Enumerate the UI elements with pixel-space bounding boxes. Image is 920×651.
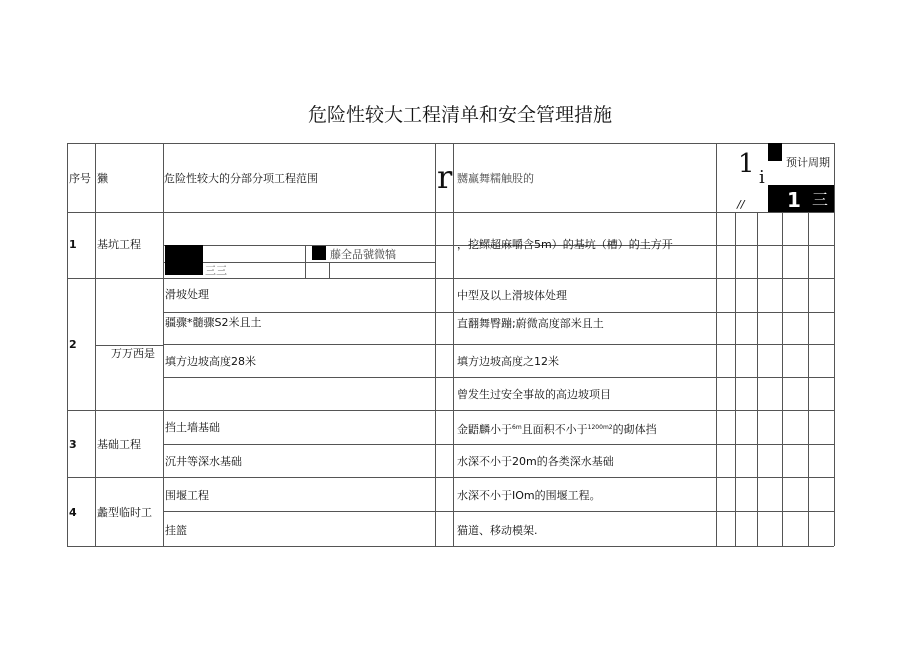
row-3-req-2: 水深不小于20m的各类深水基础 <box>457 455 614 468</box>
row-3-num: 3 <box>69 438 77 451</box>
header-col4: 嬲羸舞糯触股的 <box>457 172 534 185</box>
row-2-num: 2 <box>69 338 77 351</box>
header-cell-1: 1 <box>787 188 801 212</box>
row-1-sub2: 三三 <box>205 264 227 277</box>
row-3-req-1: 金鼯麟小于$^{6m}$且面积不小于$^{1200m2}$的砌体挡 <box>457 423 657 436</box>
row-2-req-1: 中型及以上滑坡体处理 <box>457 289 567 302</box>
row-2-category: 万万西是 <box>111 347 155 360</box>
row-4-req-1: 水深不小于IOm的围堰工程。 <box>457 489 601 502</box>
row-1-sub1: 藤全品虢微犒 <box>330 248 396 261</box>
row-4-req-2: 猫道、移动模架. <box>457 524 538 537</box>
header-seq: 序号 <box>69 172 91 185</box>
row-2-scope-1: 滑坡处理 <box>165 288 209 301</box>
redaction-block <box>768 185 782 212</box>
row-3-scope-1: 挡土墙基础 <box>165 421 220 434</box>
row-4-num: 4 <box>69 506 77 519</box>
row-4-category: 蠡型临时工 <box>97 506 152 519</box>
header-glyph-1: 1 <box>738 149 755 179</box>
page-title: 危险性较大工程清单和安全管理措施 <box>307 104 612 126</box>
redaction-block <box>768 143 782 161</box>
row-4-scope-2: 挂篮 <box>165 524 187 537</box>
redaction-block <box>312 246 326 260</box>
row-1-requirement: ，挖鳏超麻嚼含5m）的基坑（槽）的土方开 <box>457 238 673 251</box>
row-1-num: 1 <box>69 238 77 251</box>
row-2-scope-2: 疆骤*髓骤S2米且土 <box>165 316 262 329</box>
header-slashes: // <box>737 198 745 211</box>
row-1-category: 基坑工程 <box>97 238 141 251</box>
row-3-scope-2: 沉井等深水基础 <box>165 455 242 468</box>
row-2-req-3: 填方边坡高度之12米 <box>457 355 559 368</box>
row-2-req-4: 曾发生过安全事故的高边坡项目 <box>457 388 611 401</box>
header-period: 预计周期 <box>786 156 830 169</box>
row-4-scope-1: 围堰工程 <box>165 489 209 502</box>
row-2-scope-3: 填方边坡高度28米 <box>165 355 256 368</box>
header-glyph-i: i <box>759 167 765 188</box>
header-scope: 危险性较大的分部分项工程范围 <box>164 172 318 185</box>
header-r-glyph: r <box>437 158 453 196</box>
header-cell-eq: 三 <box>812 190 829 209</box>
header-col2: 獭 <box>97 172 108 185</box>
row-3-category: 基础工程 <box>97 438 141 451</box>
row-2-req-2: 直翻舞臀蹦;蔚微高度部米且土 <box>457 317 604 330</box>
redaction-block <box>165 245 203 275</box>
